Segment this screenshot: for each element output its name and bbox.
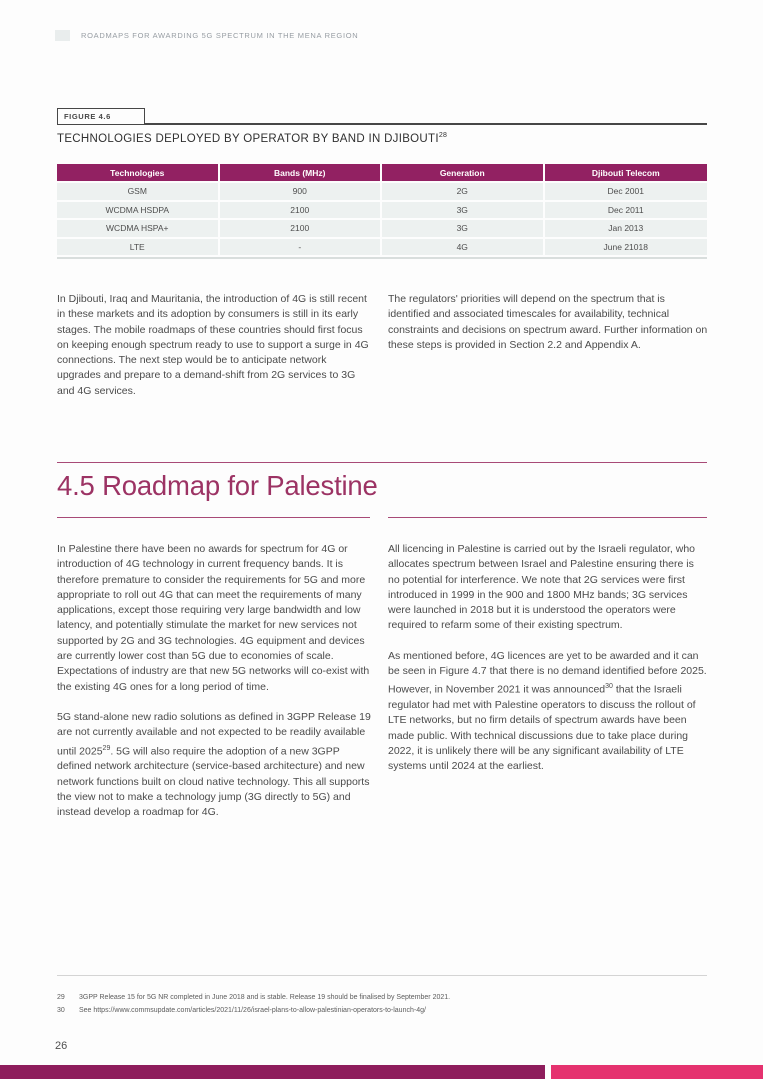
figure-rule xyxy=(57,123,707,125)
footnotes xyxy=(57,991,707,1017)
section-rule-bottom-right xyxy=(388,517,707,518)
table-cell: Dec 2001 xyxy=(545,181,708,200)
table-cell: 4G xyxy=(382,237,545,256)
table-row xyxy=(57,200,707,219)
table-column-header: Djibouti Telecom xyxy=(545,164,708,181)
table-cell: GSM xyxy=(57,181,220,200)
djibouti-table-wrap xyxy=(57,164,707,259)
table-cell: 900 xyxy=(220,181,383,200)
palestine-right-paragraph-1: All licencing in Palestine is carried out by the Israeli regulator, who allocates spectrum between Israel and Palestine ensuring there is no potential for interference. We note that 2G services were first introduced in 1999 in the 900 and 1800 MHz bands; 3G services were launched in 2018 but it is understood the operators were required to refarm some of their existing spectrum. xyxy=(388,543,695,632)
section-rule-bottom-left xyxy=(57,517,370,518)
table-header-row xyxy=(57,164,707,181)
figure-title-footnote-ref: 28 xyxy=(438,132,448,139)
palestine-left-column xyxy=(57,542,373,821)
table-cell: - xyxy=(220,237,383,256)
footnote-text: 3GPP Release 15 for 5G NR completed in June 2018 and is stable. Release 19 should be finalised by September 2021. xyxy=(79,994,451,1001)
intro-left-paragraph: In Djibouti, Iraq and Mauritania, the introduction of 4G is still recent in these markets and its adoption by consumers is still in its early stages. The mobile roadmaps of these countries should first focus on keeping enough spectrum ready to use to support a surge in 4G connections. The next step would be to anticipate network upgrades and prepare to a demand-shift from 2G services to 3G and 4G services. xyxy=(57,293,369,397)
table-column-header: Technologies xyxy=(57,164,220,181)
table-cell: 2G xyxy=(382,181,545,200)
table-cell: Dec 2011 xyxy=(545,200,708,219)
footnote-number: 29 xyxy=(57,994,65,1001)
djibouti-table xyxy=(57,164,707,255)
table-row xyxy=(57,181,707,200)
palestine-right-column xyxy=(388,542,708,775)
table-row xyxy=(57,218,707,237)
intro-left-column xyxy=(57,292,373,399)
running-header xyxy=(55,30,358,41)
footnote-ref-30: 30 xyxy=(605,683,613,691)
page-number: 26 xyxy=(55,1040,68,1052)
table-cell: 2100 xyxy=(220,218,383,237)
table-cell: 2100 xyxy=(220,200,383,219)
figure-label: FIGURE 4.6 xyxy=(57,108,145,125)
table-column-header: Bands (MHz) xyxy=(220,164,383,181)
paragraph-text: As mentioned before, 4G licences are yet to be awarded and it can be seen in Figure 4.7 that there is no demand identified before 2025. However, in November 2021 it was announced xyxy=(388,649,707,696)
running-header-title: ROADMAPS FOR AWARDING 5G SPECTRUM IN THE MENA REGION xyxy=(81,31,359,40)
footer-bar-pink xyxy=(551,1065,763,1079)
figure-title-text: TECHNOLOGIES DEPLOYED BY OPERATOR BY BAND IN DJIBOUTI xyxy=(57,132,439,145)
paragraph-text: that the Israeli regulator had met with Palestine operators to discuss the rollout of LTE networks, but no firm details of spectrum awards have been made public. With technical discussions due to take place during 2022, it is unlikely there will be any significant availability of LTE systems until 2024 at the earliest. xyxy=(388,683,696,773)
table-cell: 3G xyxy=(382,218,545,237)
table-row xyxy=(57,237,707,256)
header-mark xyxy=(55,30,70,41)
footnote-item xyxy=(57,991,707,1004)
palestine-left-paragraph-2 xyxy=(57,710,373,821)
table-cell: 3G xyxy=(382,200,545,219)
intro-right-paragraph: The regulators' priorities will depend on the spectrum that is identified and associated timescales for availability, technical constraints and decisions on spectrum award. Further information on these steps is provided in Section 2.2 and Appendix A. xyxy=(388,293,708,351)
palestine-right-paragraph-2 xyxy=(388,649,708,775)
paragraph-text: 5G stand-alone new radio solutions as defined in 3GPP Release 19 are not currently available and not expected to be readily available until 2025 xyxy=(57,710,371,758)
footnote-rule xyxy=(57,975,707,976)
table-column-header: Generation xyxy=(382,164,545,181)
section-heading: 4.5 Roadmap for Palestine xyxy=(57,470,378,501)
figure-title xyxy=(57,132,447,145)
table-cell: Jan 2013 xyxy=(545,218,708,237)
footer-bar-dark xyxy=(0,1065,545,1079)
table-cell: WCDMA HSDPA xyxy=(57,200,220,219)
footnote-item xyxy=(57,1004,707,1017)
intro-right-column xyxy=(388,292,708,353)
table-cell: LTE xyxy=(57,237,220,256)
footnote-number: 30 xyxy=(57,1007,65,1014)
footnote-text: See https://www.commsupdate.com/articles/2021/11/26/israel-plans-to-allow-palestinian-operators-to-launch-4g/ xyxy=(79,1007,426,1014)
paragraph-text: . 5G will also require the adoption of a new 3GPP defined network architecture (service-based architecture) and new network functions built on cloud native technology. This all supports the view not to make a technology jump (3G directly to 5G) and instead develop a roadmap for 4G. xyxy=(57,745,370,819)
table-bottom-rule xyxy=(57,257,707,259)
table-cell: June 21018 xyxy=(545,237,708,256)
palestine-left-paragraph-1: In Palestine there have been no awards for spectrum for 4G or introduction of 4G technology in current frequency bands. It is therefore premature to consider the requirements for 5G and more appropriate to roll out 4G that can meet the requirements of many applications, except those requiring very large bandwidth and low latency, and potentially stimulate the market for new services not supported by 2G and 3G technologies. 4G equipment and devices are currently lower cost than 5G due to economies of scale. Expectations of industry are that new 5G networks will co-exist with the existing 4G ones for a long period of time. xyxy=(57,543,370,693)
footnote-ref-29: 29 xyxy=(102,744,111,752)
section-rule-top xyxy=(57,462,707,463)
table-cell: WCDMA HSPA+ xyxy=(57,218,220,237)
